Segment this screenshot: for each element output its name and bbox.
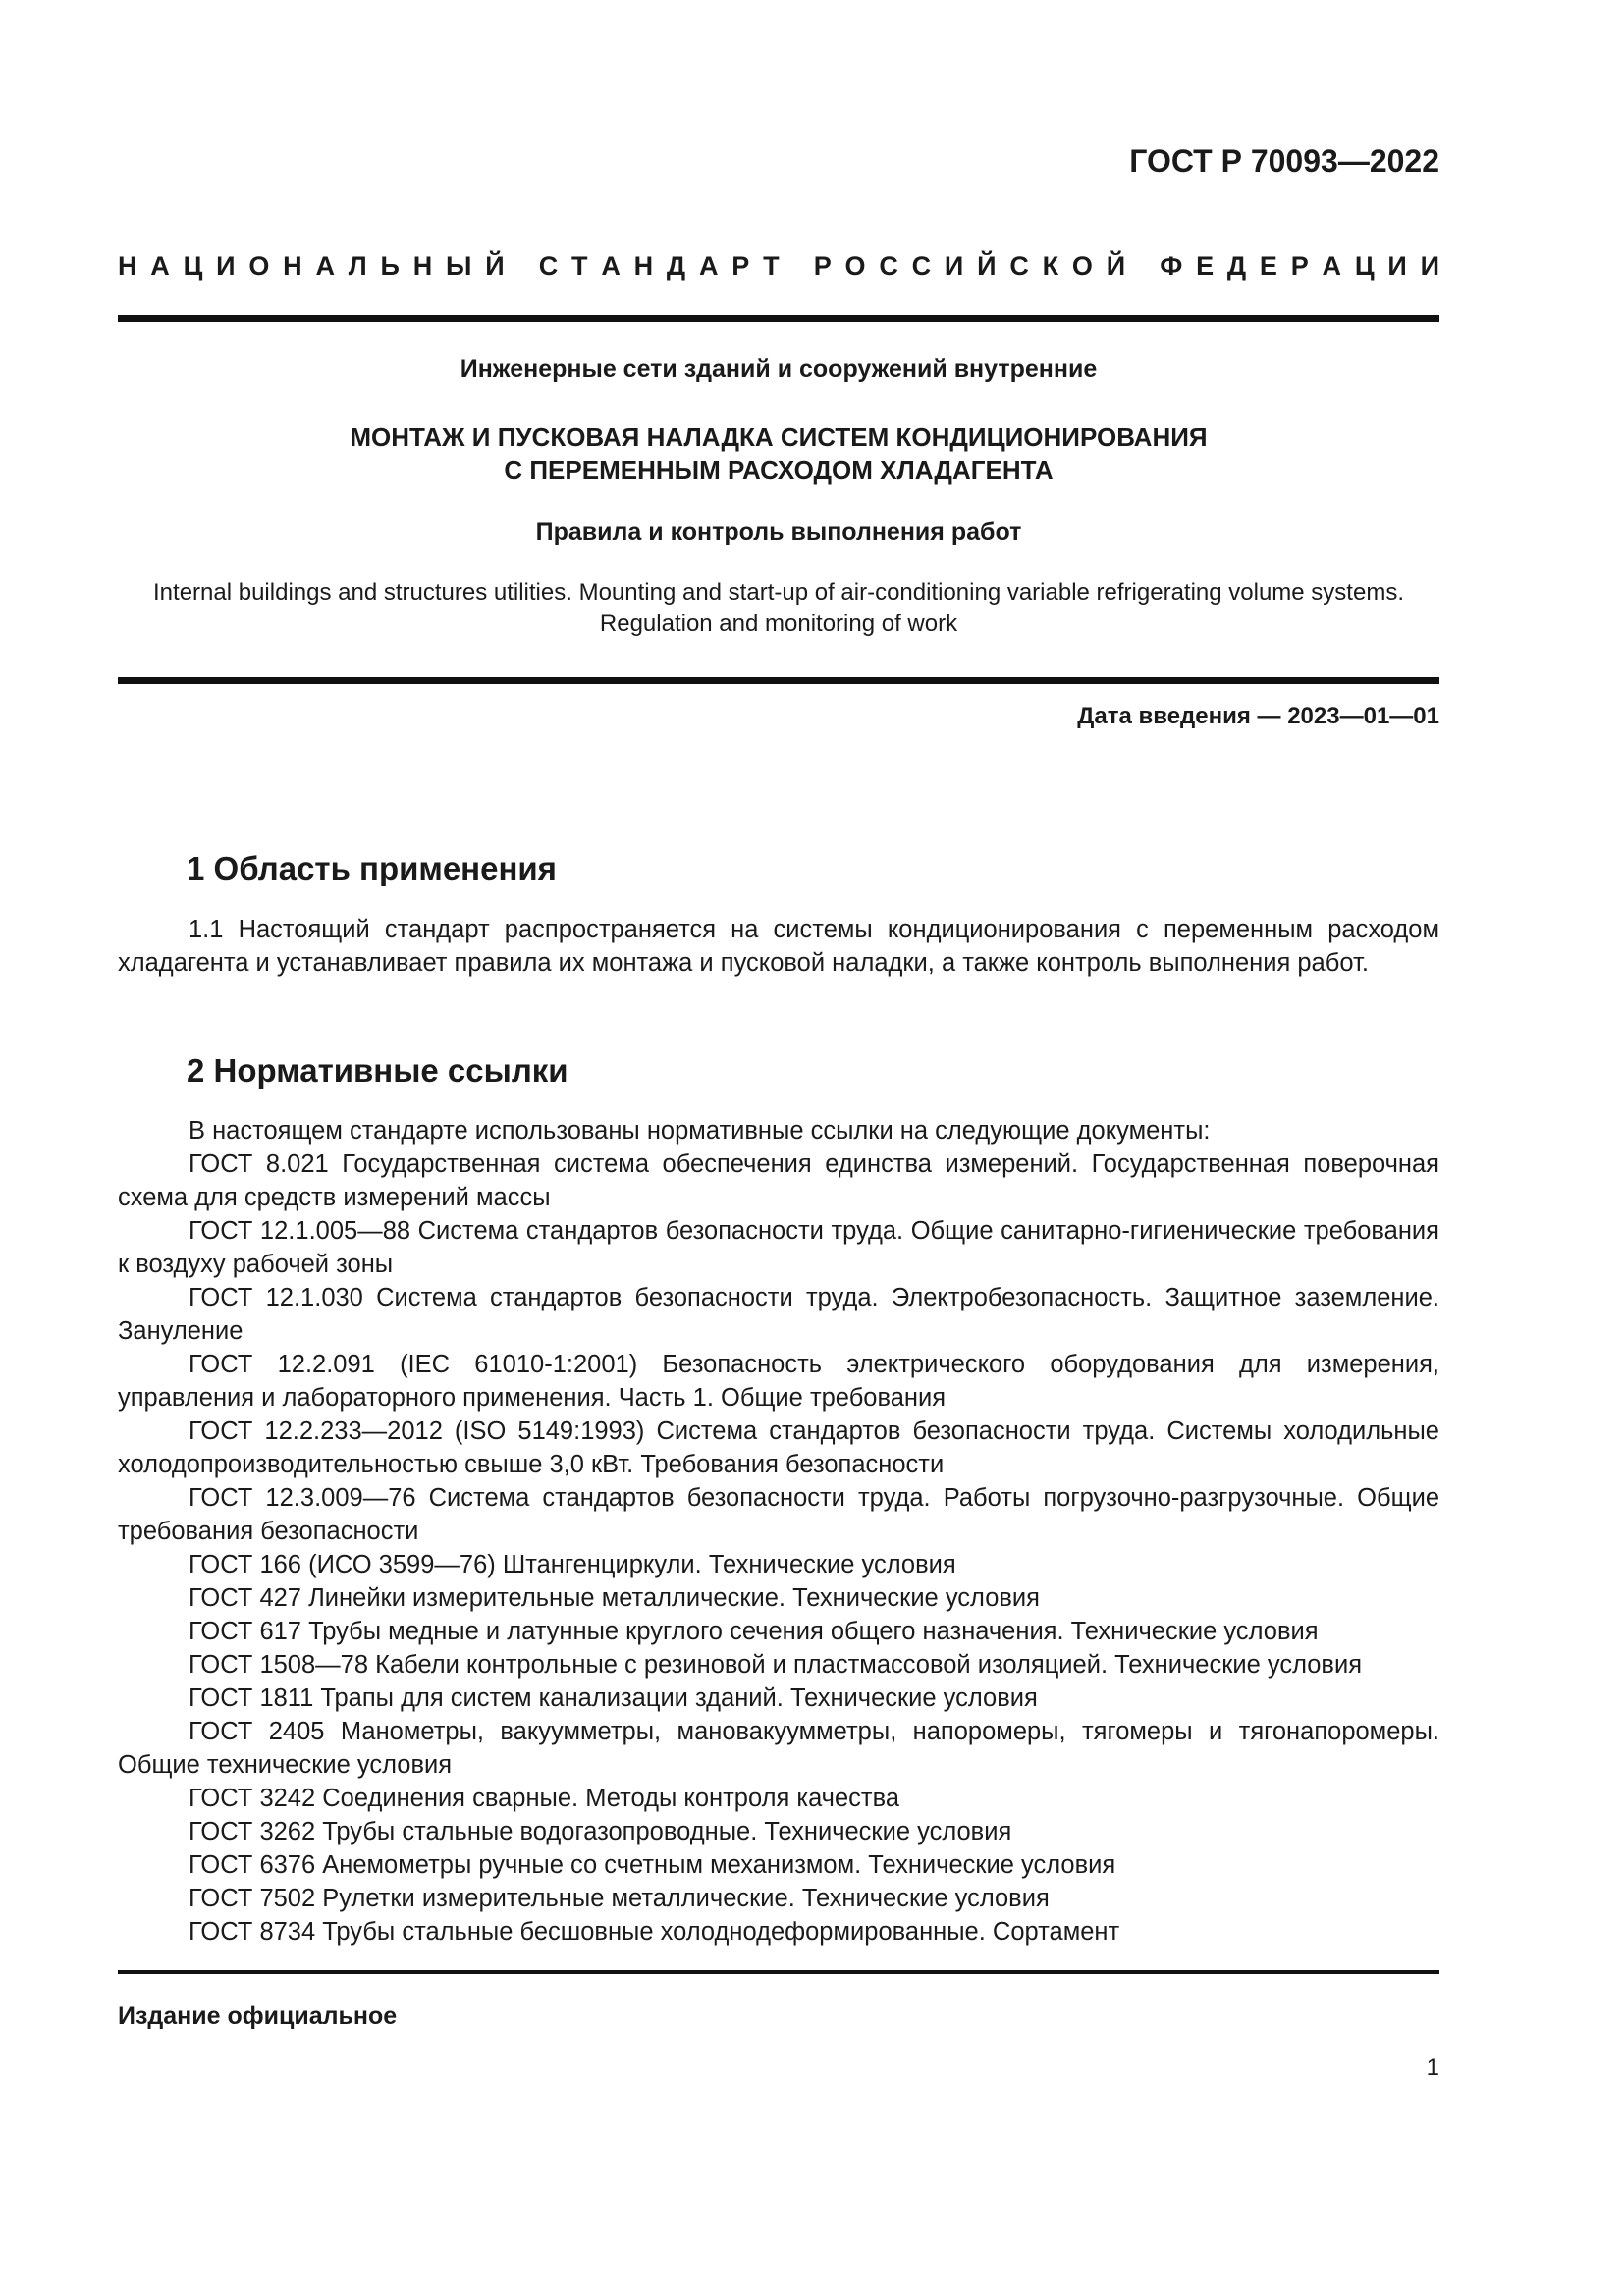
banner-letter: С	[911, 251, 932, 281]
banner-letter: И	[944, 251, 964, 281]
banner-letter: И	[1420, 251, 1439, 281]
banner-letter: С	[538, 251, 559, 281]
banner-letter: Н	[283, 251, 302, 281]
banner-letter: Ы	[445, 251, 472, 281]
footer-divider	[118, 1970, 1439, 1974]
banner-letter: С	[879, 251, 898, 281]
normative-reference: ГОСТ 166 (ИСО 3599—76) Штангенциркули. Технические условия	[189, 1551, 956, 1578]
top-divider	[118, 315, 1439, 322]
normative-reference: ГОСТ 12.2.091 (IEC 61010-1:2001) Безопасность электрического оборудования для измерения, управления и лабораторного применения. Часть 1. Общие требования	[118, 1351, 1439, 1412]
title-group: Инженерные сети зданий и сооружений внутренние	[460, 355, 1098, 383]
banner-letter: Р	[813, 251, 832, 281]
banner-letter: И	[216, 251, 236, 281]
title-main-line2: С ПЕРЕМЕННЫМ РАСХОДОМ ХЛАДАГЕНТА	[504, 455, 1054, 485]
section2-body	[118, 1114, 1439, 1949]
title-english-line1: Internal buildings and structures utilities. Mounting and start-up of air-conditioning variable refrigerating volume systems.	[153, 579, 1404, 606]
normative-reference: ГОСТ 7502 Рулетки измерительные металлические. Технические условия	[189, 1885, 1050, 1912]
banner-letter: А	[315, 251, 335, 281]
banner-letter: Р	[1290, 251, 1309, 281]
document-page	[118, 0, 1439, 2296]
title-divider	[118, 677, 1439, 684]
banner-letter: Й	[1106, 251, 1126, 281]
banner-letter: Ь	[380, 251, 400, 281]
introduction-date: Дата введения — 2023—01—01	[1077, 703, 1439, 729]
banner-letter: Т	[763, 251, 780, 281]
section1-body	[118, 913, 1439, 980]
edition-label: Издание официальное	[118, 2002, 398, 2030]
banner-letter: Н	[633, 251, 654, 281]
banner-letter: О	[1071, 251, 1093, 281]
section2-heading: 2 Нормативные ссылки	[187, 1052, 568, 1089]
banner-letter: Ф	[1160, 251, 1183, 281]
section2-intro: В настоящем стандарте использованы нормативные ссылки на следующие документы:	[189, 1117, 1211, 1145]
banner-letter: Й	[977, 251, 997, 281]
banner-letter: О	[248, 251, 270, 281]
title-main-line1: МОНТАЖ И ПУСКОВАЯ НАЛАДКА СИСТЕМ КОНДИЦИОНИРОВАНИЯ	[350, 422, 1208, 452]
banner-letter: А	[150, 251, 170, 281]
banner-letter: С	[1009, 251, 1029, 281]
standard-code: ГОСТ Р 70093—2022	[1129, 143, 1439, 179]
normative-reference: ГОСТ 6376 Анемометры ручные со счетным механизмом. Технические условия	[189, 1851, 1116, 1879]
banner-letter: О	[844, 251, 866, 281]
banner-space	[517, 251, 525, 282]
normative-reference: ГОСТ 8.021 Государственная система обеспечения единства измерений. Государственная поверочная схема для средств измерений массы	[118, 1150, 1439, 1211]
normative-reference: ГОСТ 12.2.233—2012 (ISO 5149:1993) Система стандартов безопасности труда. Системы холодильные холодопроизводительностью свыше 3,0 кВт. Требования безопасности	[118, 1417, 1439, 1478]
banner-space	[792, 251, 800, 282]
banner-letter: А	[1322, 251, 1342, 281]
normative-reference: ГОСТ 12.3.009—76 Система стандартов безопасности труда. Работы погрузочно-разгрузочные. Общие требования безопасности	[118, 1484, 1439, 1545]
title-main	[118, 420, 1439, 487]
normative-reference: ГОСТ 427 Линейки измерительные металлические. Технические условия	[189, 1584, 1040, 1612]
banner-letter: Н	[118, 251, 137, 281]
banner-letter: К	[1042, 251, 1059, 281]
title-english-line2: Regulation and monitoring of work	[599, 611, 958, 637]
banner-letter: Ц	[1354, 251, 1375, 281]
page-number: 1	[1426, 2055, 1439, 2081]
normative-reference: ГОСТ 1811 Трапы для систем канализации зданий. Технические условия	[189, 1684, 1038, 1712]
normative-reference: ГОСТ 8734 Трубы стальные бесшовные холоднодеформированные. Сортамент	[189, 1918, 1120, 1946]
banner-letter: Й	[485, 251, 505, 281]
title-english	[118, 577, 1439, 640]
national-standard-banner	[118, 251, 1439, 282]
normative-reference: ГОСТ 617 Трубы медные и латунные круглого сечения общего назначения. Технические условия	[189, 1618, 1319, 1645]
normative-reference: ГОСТ 3262 Трубы стальные водогазопроводные. Технические условия	[189, 1818, 1012, 1845]
banner-letter: Л	[348, 251, 367, 281]
banner-letter: Р	[731, 251, 750, 281]
banner-letter: Д	[666, 251, 686, 281]
section1-paragraph: 1.1 Настоящий стандарт распространяется на системы кондиционирования с переменным расходом хладагента и устанавливает правила их монтажа и пусковой наладки, а также контроль выполнения работ.	[118, 916, 1439, 977]
banner-letter: Д	[1226, 251, 1247, 281]
banner-letter: А	[601, 251, 621, 281]
normative-reference: ГОСТ 1508—78 Кабели контрольные с резиновой и пластмассовой изоляцией. Технические условия	[189, 1651, 1363, 1679]
normative-reference: ГОСТ 12.1.005—88 Система стандартов безопасности труда. Общие санитарно-гигиенические требования к воздуху рабочей зоны	[118, 1217, 1439, 1278]
normative-reference: ГОСТ 3242 Соединения сварные. Методы контроля качества	[189, 1785, 900, 1812]
normative-reference: ГОСТ 2405 Манометры, вакуумметры, мановакуумметры, напоромеры, тягомеры и тягонапоромеры. Общие технические условия	[118, 1718, 1439, 1779]
banner-letter: Е	[1259, 251, 1277, 281]
banner-letter: И	[1387, 251, 1407, 281]
section1-heading: 1 Область применения	[187, 850, 557, 886]
normative-reference: ГОСТ 12.1.030 Система стандартов безопасности труда. Электробезопасность. Защитное заземление. Зануление	[118, 1284, 1439, 1345]
banner-letter: Н	[412, 251, 433, 281]
banner-letter: Ц	[183, 251, 203, 281]
banner-letter: А	[698, 251, 719, 281]
banner-letter: Т	[571, 251, 588, 281]
banner-letter: Е	[1196, 251, 1215, 281]
banner-space	[1139, 251, 1147, 282]
title-sub: Правила и контроль выполнения работ	[535, 518, 1022, 546]
